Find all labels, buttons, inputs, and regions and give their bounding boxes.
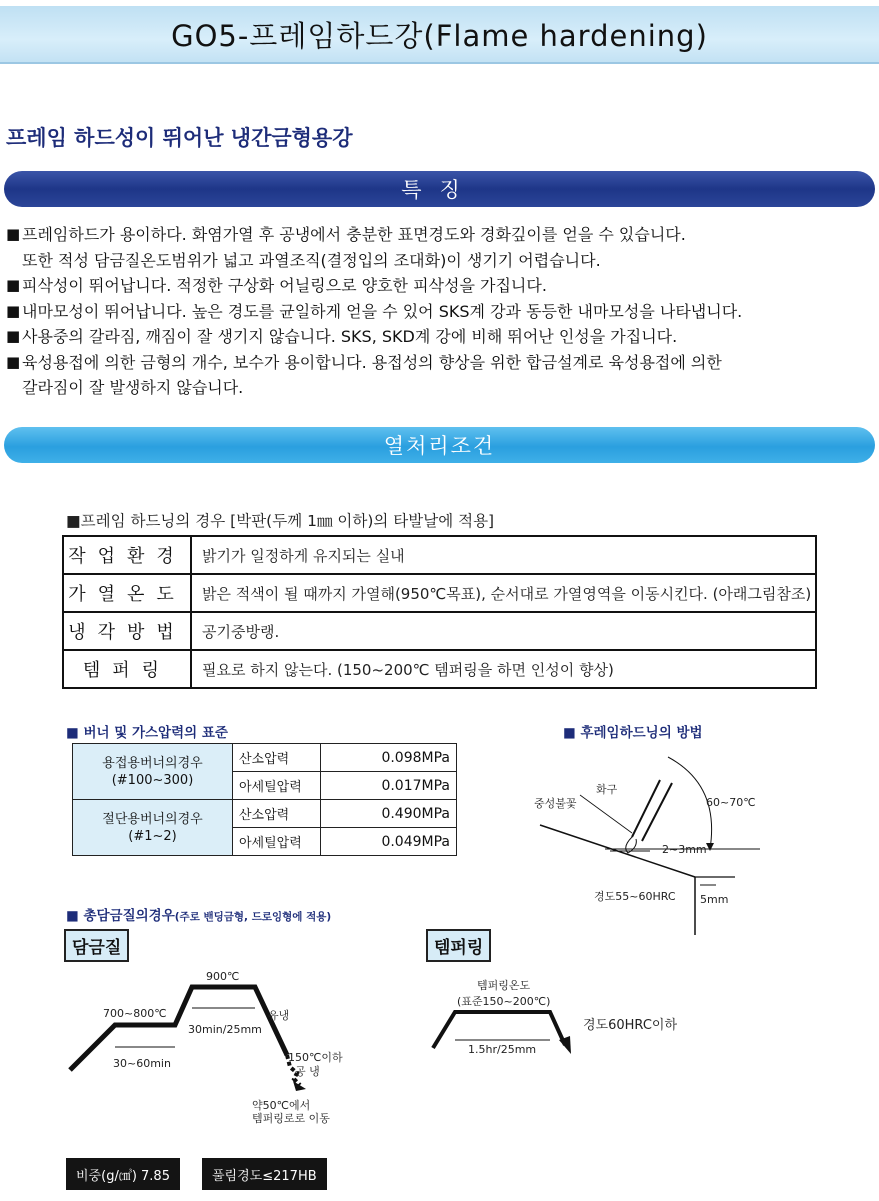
flame-leader-line: [580, 795, 632, 833]
flame-label: 중성불꽃: [534, 797, 577, 810]
gas-pressure: 0.490MPa: [321, 800, 457, 828]
burner-pressure-table: [72, 743, 457, 856]
oil-cool-label: 유냉: [268, 1009, 290, 1022]
row-value: 필요로 하지 않는다. (150~200℃ 템퍼링을 하면 인성이 향상): [191, 650, 816, 688]
gas-pressure: 0.049MPa: [321, 828, 457, 856]
table-row: [63, 612, 816, 650]
group-sub: (#100~300): [111, 772, 194, 788]
torch-label: 화구: [596, 783, 618, 796]
table-row: [73, 800, 457, 828]
temper-time-label: 1.5hr/25mm: [468, 1043, 537, 1056]
burner-group: [73, 800, 233, 856]
density-badge: 비중(g/㎤) 7.85: [66, 1158, 180, 1190]
list-item-continuation: 또한 적성 담금질온도범위가 넓고 과열조직(결정입의 조대화)이 생기기 어렵습니다.: [22, 250, 601, 270]
method-section-heading: ■ 후레임하드닝의 방법: [563, 725, 703, 741]
row-key: 냉각방법: [63, 612, 191, 650]
list-item: ■ 피삭성이 뛰어납니다. 적정한 구상화 어닐링으로 양호한 피삭성을 가집니다.: [6, 273, 866, 299]
quench-section-heading: [66, 904, 331, 924]
temper-range-label: (표준150~200℃): [457, 995, 551, 1008]
air-cool-label: 공 냉: [295, 1065, 320, 1078]
temper-temp-label: 템퍼링온도: [477, 979, 531, 992]
list-item: ■ 사용중의 갈라짐, 깨짐이 잘 생기지 않습니다. SKS, SKD계 강에 비해 뛰어난 인성을 가집니다.: [6, 324, 866, 350]
table-row: [63, 536, 816, 574]
move-label-1: 약50℃에서: [252, 1099, 311, 1112]
burner-section-heading: ■ 버너 및 가스압력의 표준: [66, 725, 228, 741]
torch-icon: [632, 780, 672, 841]
list-item: ■ 프레임하드가 용이하다. 화염가열 후 공냉에서 충분한 표면경도와 경화깊이를 얻을 수 있습니다.: [6, 222, 866, 248]
row-value: 밝은 적색이 될 때까지 가열해(950℃목표), 순서대로 가열영역을 이동시킨다. (아래그림참조): [191, 574, 816, 612]
offset-label: 5mm: [700, 893, 729, 906]
gas-name: 아세틸압력: [233, 828, 321, 856]
peak-temp-label: 900℃: [206, 970, 240, 983]
features-header: 특징: [4, 171, 875, 207]
flame-section-heading: ■프레임 하드닝의 경우 [박판(두께 1㎜ 이하)의 타발날에 적용]: [66, 512, 495, 530]
cooling-arrow-icon: [293, 1081, 306, 1091]
temper-label-box: 템퍼링: [426, 929, 491, 962]
hold-time-label: 30min/25mm: [188, 1023, 262, 1036]
gap-label: 2~3mm: [662, 843, 707, 856]
table-row: [73, 744, 457, 772]
list-item: ■ 내마모성이 뛰어납니다. 높은 경도를 균일하게 얻을 수 있어 SKS계 강과 동등한 내마모성을 나타냅니다.: [6, 299, 866, 325]
gas-name: 산소압력: [233, 744, 321, 772]
feature-list: [6, 222, 866, 401]
row-key: 가열온도: [63, 574, 191, 612]
preheat-time-label: 30~60min: [113, 1057, 171, 1070]
row-key: 작업환경: [63, 536, 191, 574]
angle-label: 60~70℃: [706, 796, 756, 809]
gas-name: 산소압력: [233, 800, 321, 828]
page-title: GO5-프레임하드강(Flame hardening): [0, 6, 879, 64]
row-value: 공기중방랭.: [191, 612, 816, 650]
group-name: 절단용버너의경우: [102, 811, 203, 827]
angle-arrow-icon: [706, 843, 714, 851]
page-subtitle: 프레임 하드성이 뛰어난 냉간금형용강: [6, 126, 353, 150]
row-key: 템퍼링: [63, 650, 191, 688]
flame-conditions-table: [62, 535, 817, 689]
row-value: 밝기가 일정하게 유지되는 실내: [191, 536, 816, 574]
group-name: 용접용버너의경우: [102, 755, 203, 771]
quench-label-box: 담금질: [64, 929, 129, 962]
quench-heading-note: (주로 밴딩금형, 드로잉형에 적용): [174, 911, 332, 923]
anneal-hardness-badge: 풀림경도≤217HB: [202, 1158, 327, 1190]
list-item-continuation: 갈라짐이 잘 발생하지 않습니다.: [22, 378, 244, 397]
list-item: ■ 육성용접에 의한 금형의 개수, 보수가 용이합니다. 용접성의 향상을 위한 합금설계로 육성용접에 의한: [6, 350, 866, 376]
hardness-label: 경도55~60HRC: [594, 890, 676, 903]
gas-pressure: 0.017MPa: [321, 772, 457, 800]
air-cool-temp-label: 150℃이하: [288, 1051, 343, 1064]
group-sub: (#1~2): [128, 828, 177, 844]
burner-group: [73, 744, 233, 800]
gas-name: 아세틸압력: [233, 772, 321, 800]
quench-heading-text: ■ 총담금질의경우: [66, 908, 175, 924]
preheat-temp-label: 700~800℃: [103, 1007, 167, 1020]
move-label-2: 템퍼링로로 이동: [252, 1112, 330, 1125]
heat-treatment-header: 열처리조건: [4, 427, 875, 463]
table-row: [63, 650, 816, 688]
temper-hardness-label: 경도60HRC이하: [583, 1018, 678, 1033]
table-row: [63, 574, 816, 612]
gas-pressure: 0.098MPa: [321, 744, 457, 772]
